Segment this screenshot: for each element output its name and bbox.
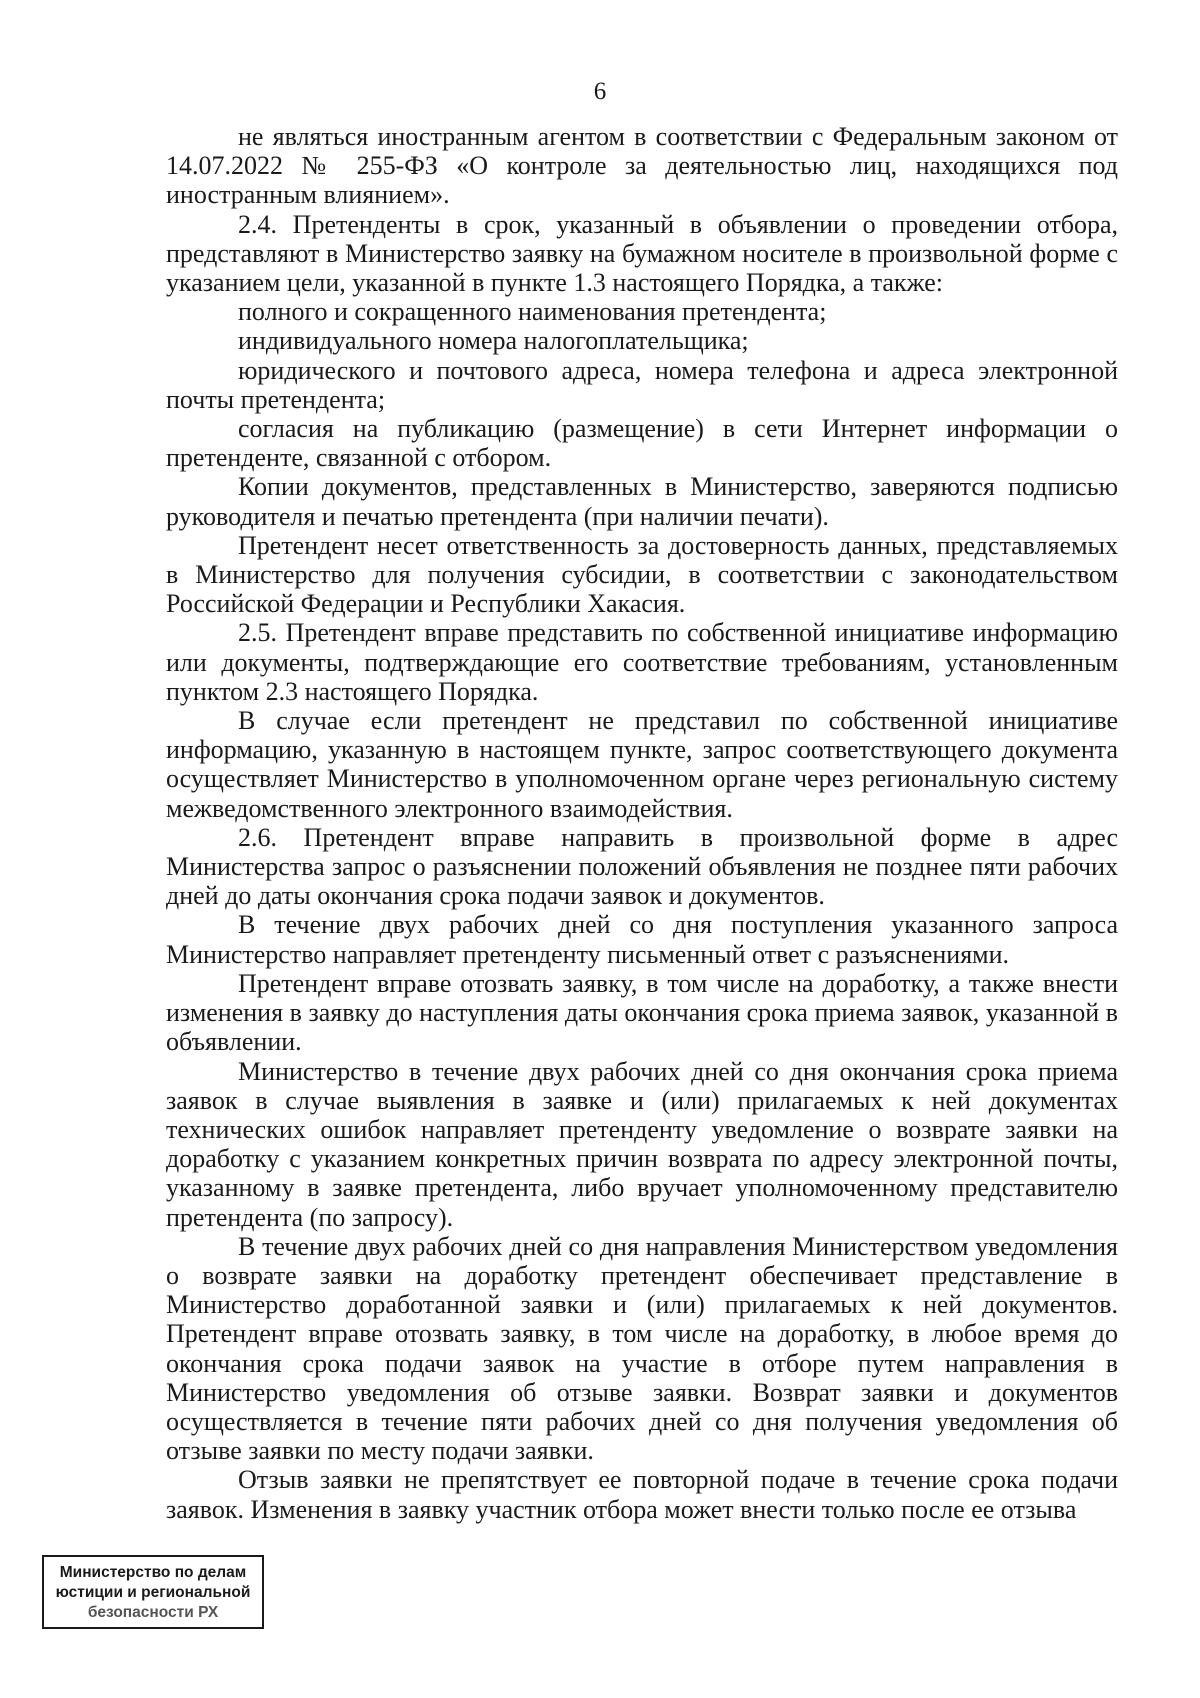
paragraph: В течение двух рабочих дней со дня направления Министерством уведомления о возврате заявки на доработку претендент обеспечивает представление в Министерство доработанной заявки и (или) прилагаемых к ней документов. Претендент вправе отозвать заявку, в том числе на доработку, в любое время до окончания срока подачи заявок на участие в отборе путем направления в Министерство уведомления об отзыве заявки. Возврат заявки и документов осуществляется в течение пяти рабочих дней со дня получения уведомления об отзыве заявки по месту подачи заявки. xyxy=(166,1231,1118,1466)
stamp-line: юстиции и региональной xyxy=(55,1584,251,1601)
ministry-stamp xyxy=(42,1555,264,1629)
paragraph: 2.6. Претендент вправе направить в произвольной форме в адрес Министерства запрос о разъяснении положений объявления не позднее пяти рабочих дней до даты окончания срока подачи заявок и документов. xyxy=(166,822,1118,911)
paragraph: Министерство в течение двух рабочих дней со дня окончания срока приема заявок в случае выявления в заявке и (или) прилагаемых к ней документах технических ошибок направляет претенденту уведомление о возврате заявки на доработку с указанием конкретных причин возврата по адресу электронной почты, указанному в заявке претендента, либо вручает уполномоченному представителю претендента (по запросу). xyxy=(166,1056,1118,1232)
paragraph: Претендент вправе отозвать заявку, в том числе на доработку, а также внести изменения в заявку до наступления даты окончания срока приема заявок, указанной в объявлении. xyxy=(166,968,1118,1057)
stamp-line: безопасности РХ xyxy=(87,1604,219,1621)
page-number: 6 xyxy=(593,78,607,105)
paragraph: юридического и почтового адреса, номера телефона и адреса электронной почты претендента; xyxy=(166,355,1118,414)
paragraph: полного и сокращенного наименования претендента; xyxy=(238,297,827,327)
paragraph: Отзыв заявки не препятствует ее повторной подаче в течение срока подачи заявок. Изменения в заявку участник отбора может внести только после ее отзыва xyxy=(166,1465,1118,1524)
paragraph: Копии документов, представленных в Министерство, заверяются подписью руководителя и печатью претендента (при наличии печати). xyxy=(166,472,1118,531)
paragraph: индивидуального номера налогоплательщика; xyxy=(238,326,749,356)
paragraph: Претендент несет ответственность за достоверность данных, представляемых в Министерство для получения субсидии, в соответствии с законодательством Российской Федерации и Республики Хакасия. xyxy=(166,530,1118,619)
document-body xyxy=(166,122,1118,1524)
paragraph: 2.4. Претенденты в срок, указанный в объявлении о проведении отбора, представляют в Министерство заявку на бумажном носителе в произвольной форме с указанием цели, указанной в пункте 1.3 настоящего Порядка, а также: xyxy=(166,209,1118,298)
paragraph: 2.5. Претендент вправе представить по собственной инициативе информацию или документы, подтверждающие его соответствие требованиям, установленным пунктом 2.3 настоящего Порядка. xyxy=(166,618,1118,706)
paragraph: В течение двух рабочих дней со дня поступления указанного запроса Министерство направляет претенденту письменный ответ с разъяснениями. xyxy=(166,910,1118,969)
paragraph: В случае если претендент не представил по собственной инициативе информацию, указанную в настоящем пункте, запрос соответствующего документа осуществляет Министерство в уполномоченном органе через региональную систему межведомственного электронного взаимодействия. xyxy=(166,706,1118,823)
paragraph: согласия на публикацию (размещение) в сети Интернет информации о претенденте, связанной с отбором. xyxy=(166,414,1118,473)
stamp-line: Министерство по делам xyxy=(59,1564,247,1581)
paragraph: не являться иностранным агентом в соответствии с Федеральным законом от 14.07.2022 № 255-ФЗ «О контроле за деятельностью лиц, находящихся под иностранным влиянием». xyxy=(166,122,1118,210)
